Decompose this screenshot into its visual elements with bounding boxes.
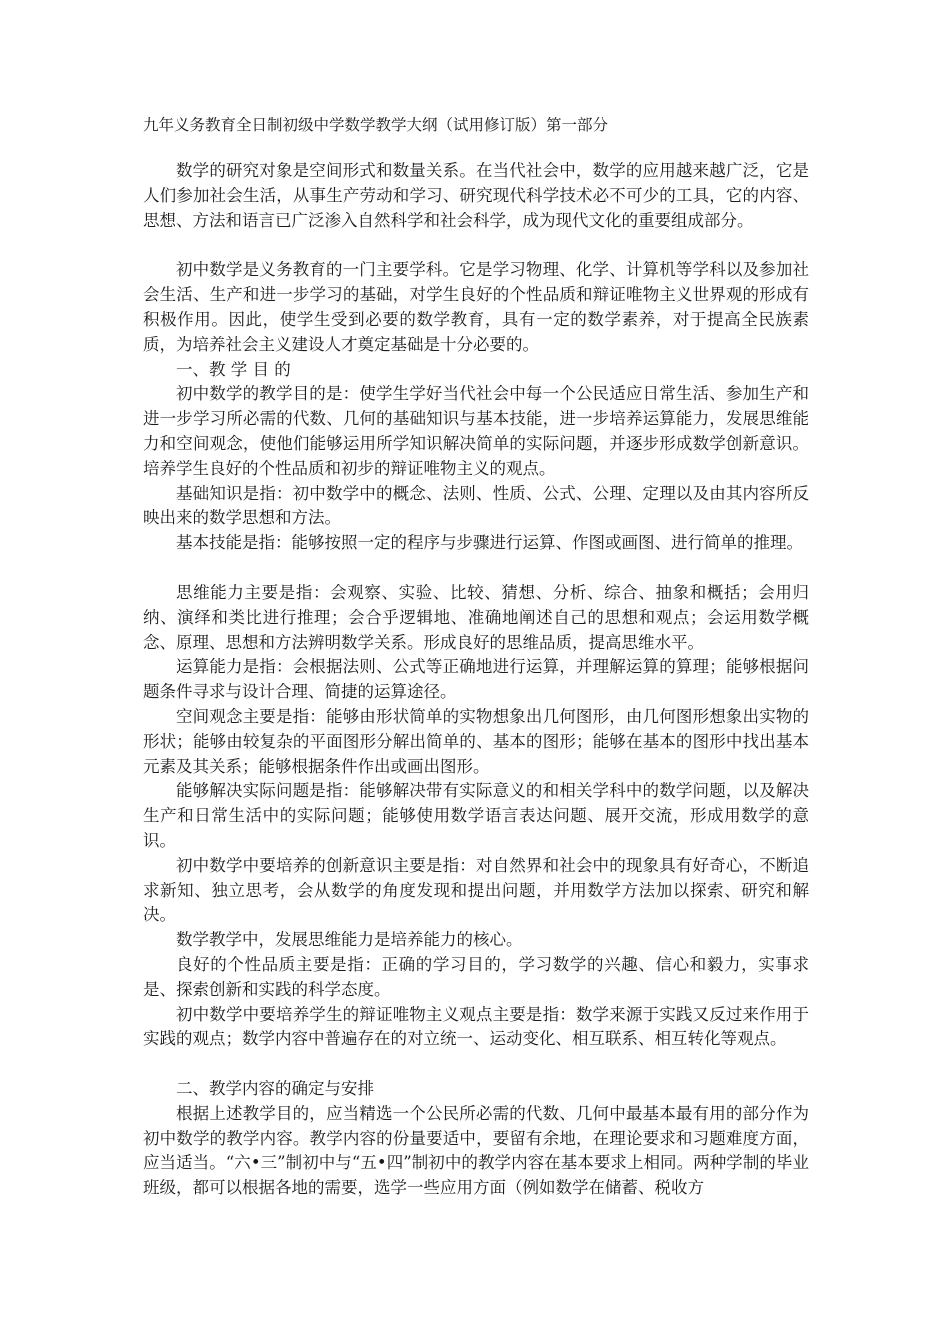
section-heading: 二、教学内容的确定与安排 bbox=[176, 1079, 374, 1099]
paragraph: 基础知识是指：初中数学中的概念、法则、性质、公式、公理、定理以及由其内容所反映出来的数学思想和方法。 bbox=[143, 483, 809, 528]
section-heading: 一、教 学 目 的 bbox=[176, 359, 291, 379]
paragraph: 能够解决实际问题是指：能够解决带有实际意义的和相关学科中的数学问题，以及解决生产和日常生活中的实际问题；能够使用数学语言表达问题、展开交流，形成用数学的意识。 bbox=[143, 781, 809, 850]
paragraph: 思维能力主要是指：会观察、实验、比较、猜想、分析、综合、抽象和概括；会用归纳、演绎和类比进行推理；会合乎逻辑地、准确地阐述自己的思想和观点；会运用数学概念、原理、思想和方法辨明数学关系。形成良好的思维品质，提高思维水平。 bbox=[143, 582, 809, 652]
paragraph: 初中数学是义务教育的一门主要学科。它是学习物理、化学、计算机等学科以及参加社会生活、生产和进一步学习的基础，对学生良好的个性品质和辩证唯物主义世界观的形成有积极作用。因此，使学生受到必要的数学教育，具有一定的数学素养，对于提高全民族素质，为培养社会主义建设人才奠定基础是十分必要的。 bbox=[143, 260, 809, 354]
paragraph: 基本技能是指：能够按照一定的程序与步骤进行运算、作图或画图、进行简单的推理。 bbox=[176, 533, 803, 553]
paragraph: 初中数学中要培养的创新意识主要是指：对自然界和社会中的现象具有好奇心，不断追求新知、独立思考，会从数学的角度发现和提出问题，并用数学方法加以探索、研究和解决。 bbox=[143, 855, 809, 925]
paragraph: 运算能力是指：会根据法则、公式等正确地进行运算，并理解运算的算理；能够根据问题条件寻求与设计合理、简捷的运算途径。 bbox=[143, 657, 809, 702]
paragraph: 初中数学的教学目的是：使学生学好当代社会中每一个公民适应日常生活、参加生产和进一步学习所必需的代数、几何的基础知识与基本技能，进一步培养运算能力，发展思维能力和空间观念，使他们能够运用所学知识解决简单的实际问题，并逐步形成数学创新意识。培养学生良好的个性品质和初步的辩证唯物主义的观点。 bbox=[143, 384, 809, 478]
paragraph: 初中数学中要培养学生的辩证唯物主义观点主要是指：数学来源于实践又反过来作用于实践的观点；数学内容中普遍存在的对立统一、运动变化、相互联系、相互转化等观点。 bbox=[143, 1004, 809, 1049]
paragraph: 根据上述教学目的，应当精选一个公民所必需的代数、几何中最基本最有用的部分作为初中数学的教学内容。教学内容的份量要适中，要留有余地，在理论要求和习题难度方面，应当适当。“六•三”制初中与“五•四”制初中的教学内容在基本要求上相同。两种学制的毕业班级，都可以根据各地的需要，选学一些应用方面（例如数学在储蓄、税收方 bbox=[143, 1103, 809, 1198]
paragraph: 数学教学中，发展思维能力是培养能力的核心。 bbox=[176, 930, 523, 950]
paragraph: 良好的个性品质主要是指：正确的学习目的，学习数学的兴趣、信心和毅力，实事求是、探索创新和实践的科学态度。 bbox=[143, 954, 809, 999]
paragraph: 空间观念主要是指：能够由形状简单的实物想象出几何图形，由几何图形想象出实物的形状；能够由较复杂的平面图形分解出简单的、基本的图形；能够在基本的图形中找出基本元素及其关系；能够根据条件作出或画出图形。 bbox=[143, 706, 809, 776]
document-title: 九年义务教育全日制初级中学数学教学大纲（试用修订版）第一部分 bbox=[143, 116, 609, 134]
paragraph: 数学的研究对象是空间形式和数量关系。在当代社会中，数学的应用越来越广泛，它是人们参加社会生活，从事生产劳动和学习、研究现代科学技术必不可少的工具，它的内容、思想、方法和语言已广泛渗入自然科学和社会科学，成为现代文化的重要组成部分。 bbox=[143, 161, 809, 230]
document-page bbox=[143, 113, 809, 1201]
